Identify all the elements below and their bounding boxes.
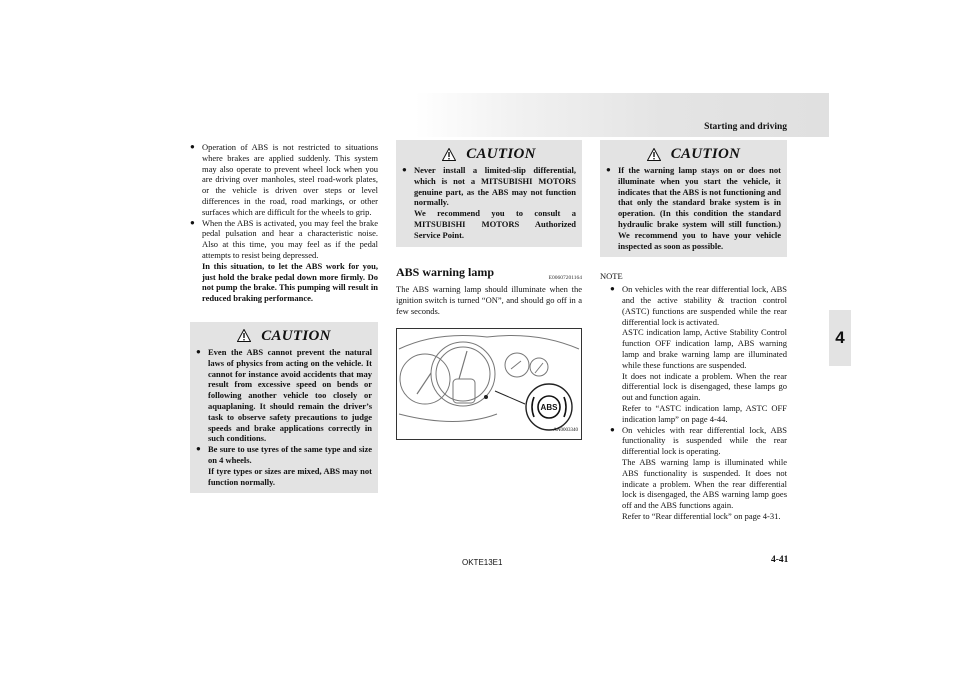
- note-text: It does not indicate a problem. When the rear differential lock is disengaged, these lamps go out and function again.: [622, 370, 787, 403]
- caution-bullet: ● Even the ABS cannot prevent the natural laws of physics from acting on the vehicle. It cannot for instance avoid accidents that may result from excessive speed on bends or following another vehicle too closely or aquaplaning. It should remain the driver’s task to observe safety precautions to judge speeds and brake applications correctly in such conditions.: [196, 347, 372, 444]
- note-text: ASTC indication lamp, Active Stability Control function OFF indication lamp, ABS warning lamp and brake warning lamp are illuminated while these functions are suspended.: [622, 327, 787, 370]
- caution-box-2: [396, 140, 582, 247]
- warning-triangle-icon: [237, 329, 251, 342]
- caution-header: [606, 143, 781, 165]
- caution-title: CAUTION: [670, 145, 741, 162]
- running-header: Starting and driving: [704, 122, 787, 132]
- caution-bullet: [402, 165, 576, 241]
- caution-header: [196, 325, 372, 347]
- note-text: Refer to “ASTC indication lamp, ASTC OFF indication lamp” on page 4-44.: [622, 402, 787, 424]
- section-heading: [396, 267, 582, 284]
- caution-title: CAUTION: [261, 327, 331, 344]
- page-number: 4-41: [771, 555, 789, 565]
- bullet-abs-operation: ● Operation of ABS is not restricted to situations where brakes are applied suddenly. This system may also operate to prevent wheel lock when you are driving over manholes, steel road-work plates, or the vehicle is driven over steps or level differences in the road, road markings, or other surfaces which are difficult for the wheels to grip.: [190, 142, 378, 218]
- column-1: [190, 142, 378, 493]
- caution-bullet: [196, 444, 372, 487]
- abs-label: ABS: [540, 402, 558, 412]
- note-title: NOTE: [600, 271, 623, 282]
- caution-bullet: ● If the warning lamp stays on or does not illuminate when you start the vehicle, it indicates that the ABS is not functioning and that only the standard brake system is in operation. (In this condition the standard hydraulic brake system will still function.) We recommend you to have your vehicle inspected as soon as possible.: [606, 165, 781, 251]
- bullet-bold-text: In this situation, to let the ABS work for you, just hold the brake pedal down more firmly. Do not pump the brake. This pumping will result in reduced braking performance.: [202, 260, 378, 304]
- instrument-cluster-figure: [396, 328, 582, 440]
- chapter-tab: 4: [829, 310, 851, 366]
- note-text: ● On vehicles with the rear differential lock, ABS and the active stability & traction control (ASTC) functions are suspended while the rear differential lock is activated.: [622, 284, 787, 327]
- column-3: [600, 140, 787, 522]
- section-code: E00607201164: [548, 274, 582, 281]
- section-title: ABS warning lamp: [396, 266, 495, 279]
- bullet-abs-activated: [190, 218, 378, 304]
- note-bullet: [610, 284, 787, 424]
- note-list: [600, 284, 787, 522]
- caution-box-3: [600, 140, 787, 257]
- caution-bullet-text: ● Never install a limited-slip differential, which is not a MITSUBISHI MOTORS genuine part, as the ABS may not function normally.: [414, 165, 576, 208]
- caution-title: CAUTION: [466, 145, 536, 162]
- note-text: Refer to “Rear differential lock” on page 4-31.: [622, 510, 781, 521]
- warning-triangle-icon: [647, 148, 661, 161]
- caution-bullet-text: ● Be sure to use tyres of the same type and size on 4 wheels.: [208, 444, 372, 465]
- footer-code: OKTE13E1: [462, 558, 503, 567]
- section-text: The ABS warning lamp should illuminate when the ignition switch is turned “ON”, and should go off in a few seconds.: [396, 284, 582, 316]
- caution-box-1: [190, 322, 378, 493]
- caution-bullet-text: If tyre types or sizes are mixed, ABS may not function normally.: [208, 465, 372, 487]
- column-2: [396, 140, 582, 440]
- note-text: The ABS warning lamp is illuminated while ABS functionality is suspended. It does not indicate a problem. When the rear differential lock is disengaged, the ABS warning lamp goes off and the ABS functions again.: [622, 456, 787, 511]
- note-bullet: [610, 425, 787, 522]
- figure-code: AA0003340: [553, 427, 578, 433]
- instrument-cluster-illustration: [397, 329, 581, 439]
- note-text: ● On vehicles with rear differential lock, ABS functionality is suspended while the rear differential lock is operating.: [622, 424, 787, 457]
- caution-header: [402, 143, 576, 165]
- warning-triangle-icon: [442, 148, 456, 161]
- bullet-text: ● When the ABS is activated, you may feel the brake pedal pulsation and hear a characteristic noise. Also at this time, you may feel as if the pedal attempts to resist being depressed.: [202, 217, 378, 260]
- caution-bullet-text: We recommend you to consult a MITSUBISHI MOTORS Authorized Service Point.: [414, 208, 576, 240]
